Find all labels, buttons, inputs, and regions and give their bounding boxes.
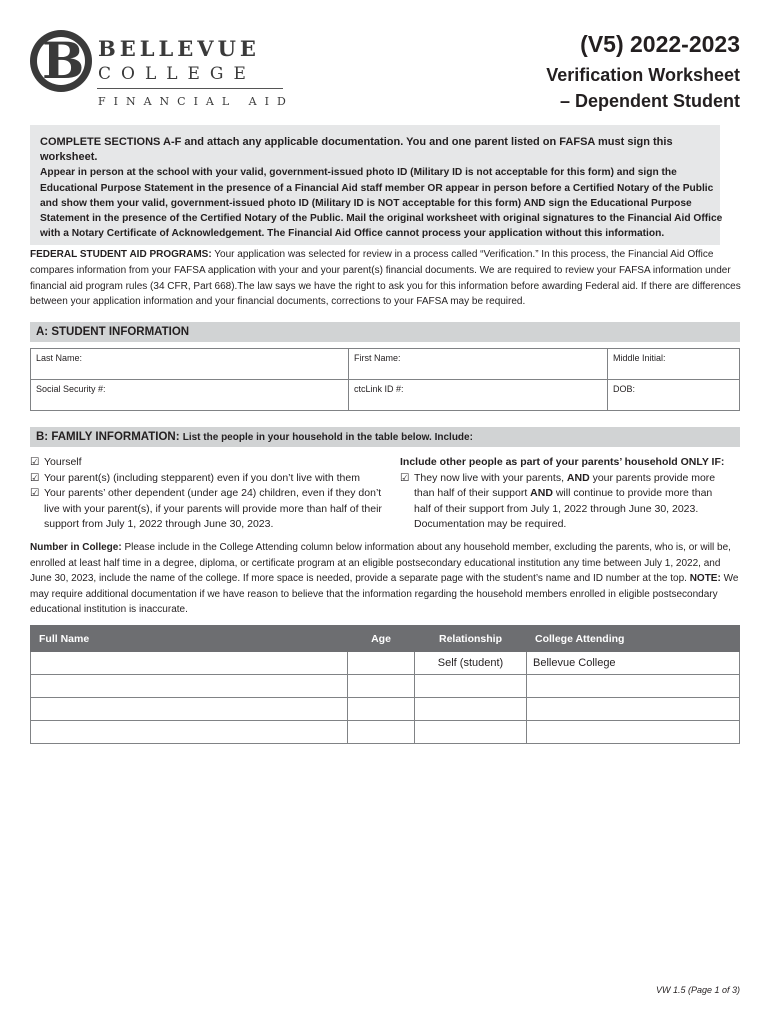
page-footer: VW 1.5 (Page 1 of 3) bbox=[655, 985, 740, 995]
household-table bbox=[30, 625, 740, 744]
federal-aid-label: FEDERAL STUDENT AID PROGRAMS: bbox=[30, 249, 212, 260]
table-header-row bbox=[31, 626, 740, 652]
relationship-cell[interactable] bbox=[415, 675, 527, 698]
full-name-cell[interactable] bbox=[31, 675, 348, 698]
table-row bbox=[31, 675, 740, 698]
age-cell[interactable] bbox=[348, 652, 415, 675]
full-name-cell[interactable] bbox=[31, 652, 348, 675]
ssn-field[interactable]: Social Security #: bbox=[31, 380, 349, 411]
relationship-cell[interactable] bbox=[415, 698, 527, 721]
col-age: Age bbox=[348, 626, 415, 652]
logo-divider bbox=[97, 88, 283, 89]
list-item: ☑ Your parent(s) (including stepparent) even if you don’t live with them bbox=[30, 471, 392, 487]
col-full-name: Full Name bbox=[31, 626, 348, 652]
col-relationship: Relationship bbox=[415, 626, 527, 652]
age-cell[interactable] bbox=[348, 721, 415, 744]
relationship-cell[interactable]: Self (student) bbox=[415, 652, 527, 675]
age-cell[interactable] bbox=[348, 698, 415, 721]
instructions-lead: COMPLETE SECTIONS A-F and attach any applicable documentation. You and one parent listed on FAFSA must sign this worksheet. bbox=[40, 136, 673, 164]
college-logo-mark: B bbox=[30, 30, 92, 92]
student-info-table bbox=[30, 348, 740, 411]
federal-aid-text: Your application was selected for review in a process called “Verification.” In this process, the Financial Aid Office compares information from your FAFSA application with your and your parent(s) financial documents. We are required to review your FAFSA information under financial aid program rules (34 CFR, Part 668).The law says we have the right to ask you for this information before awarding Federal aid. If there are differences between your application information and your financial documents, corrections to your FAFSA may be required. bbox=[30, 249, 741, 308]
middle-initial-field[interactable]: Middle Initial: bbox=[608, 349, 740, 380]
college-cell[interactable]: Bellevue College bbox=[527, 652, 740, 675]
title-worksheet: Verification Worksheet bbox=[546, 65, 740, 85]
ctclink-id-field[interactable]: ctcLink ID #: bbox=[349, 380, 608, 411]
other-household-heading: Include other people as part of your parents’ household ONLY IF: bbox=[400, 456, 725, 468]
list-item: ☑ Yourself bbox=[30, 455, 392, 471]
logo-text-bellevue: BELLEVUE bbox=[98, 36, 260, 61]
relationship-cell[interactable] bbox=[415, 721, 527, 744]
number-in-college-paragraph: Number in College: Please include in the College Attending column below information about any household member, excluding the parents, who is, or will be, enrolled at least half time in a degree, diploma, or certificate program at an eligible postsecondary educational institution any time between July 1, 2022, and June 30, 2023, include the name of the college. If more space is needed, provide a separate page with the student’s name and ID number at the top. NOTE: We may require additional documentation if we have reason to believe that the information regarding the household members enrolled in eligible postsecondary educational institution is inaccurate. bbox=[30, 542, 739, 616]
col-college-attending: College Attending bbox=[527, 626, 740, 652]
full-name-cell[interactable] bbox=[31, 721, 348, 744]
checkbox-icon: ☑ bbox=[30, 487, 40, 499]
list-item: ☑ Your parents’ other dependent (under age 24) children, even if they don’t live with your parent(s), if your parents will provide more than half of their support from July 1, 2022 through June 30, 2023. bbox=[30, 486, 392, 533]
include-list bbox=[30, 455, 392, 533]
title-dependent: – Dependent Student bbox=[559, 91, 740, 111]
age-cell[interactable] bbox=[348, 675, 415, 698]
document-title bbox=[546, 30, 740, 114]
first-name-field[interactable]: First Name: bbox=[349, 349, 608, 380]
list-item: ☑ They now live with your parents, AND your parents provide more than half of their support AND will continue to provide more than half of their support from July 1, 2022 through June 30, 2023. Documentation may be required. bbox=[400, 471, 730, 533]
instructions-body: Appear in person at the school with your valid, government-issued photo ID (Military ID is not acceptable for this form) and sign the Educational Purpose Statement in the presence of a Financial Aid staff member OR appear in person before a Certified Notary of the Public and show them your valid, government-issued photo ID (Military ID is NOT acceptable for this form) AND sign the Educational Purpose Statement in the presence of the Certified Notary of the Public. Mail the original worksheet with original signatures to the Financial Aid Office with a Notary Certificate of Acknowledgement. The Financial Aid Office cannot process your application without this information. bbox=[40, 167, 723, 240]
college-cell[interactable] bbox=[527, 698, 740, 721]
section-a-heading: A: STUDENT INFORMATION bbox=[30, 322, 740, 342]
checkbox-icon: ☑ bbox=[400, 471, 410, 484]
logo-text-college: COLLEGE bbox=[98, 64, 256, 84]
other-household-list bbox=[400, 455, 730, 533]
checkbox-icon: ☑ bbox=[30, 456, 40, 468]
federal-aid-paragraph bbox=[30, 247, 742, 310]
college-cell[interactable] bbox=[527, 721, 740, 744]
college-cell[interactable] bbox=[527, 675, 740, 698]
table-row bbox=[31, 698, 740, 721]
instructions-box bbox=[30, 125, 723, 245]
logo-text-financial-aid: FINANCIAL AID bbox=[98, 95, 294, 108]
section-b-heading: B: FAMILY INFORMATION: List the people in your household in the table below. Include: bbox=[30, 427, 740, 447]
last-name-field[interactable]: Last Name: bbox=[31, 349, 349, 380]
table-row bbox=[31, 721, 740, 744]
full-name-cell[interactable] bbox=[31, 698, 348, 721]
checkbox-icon: ☑ bbox=[30, 471, 40, 484]
dob-field[interactable]: DOB: bbox=[608, 380, 740, 411]
table-row bbox=[31, 652, 740, 675]
title-version: (V5) 2022-2023 bbox=[580, 31, 740, 57]
